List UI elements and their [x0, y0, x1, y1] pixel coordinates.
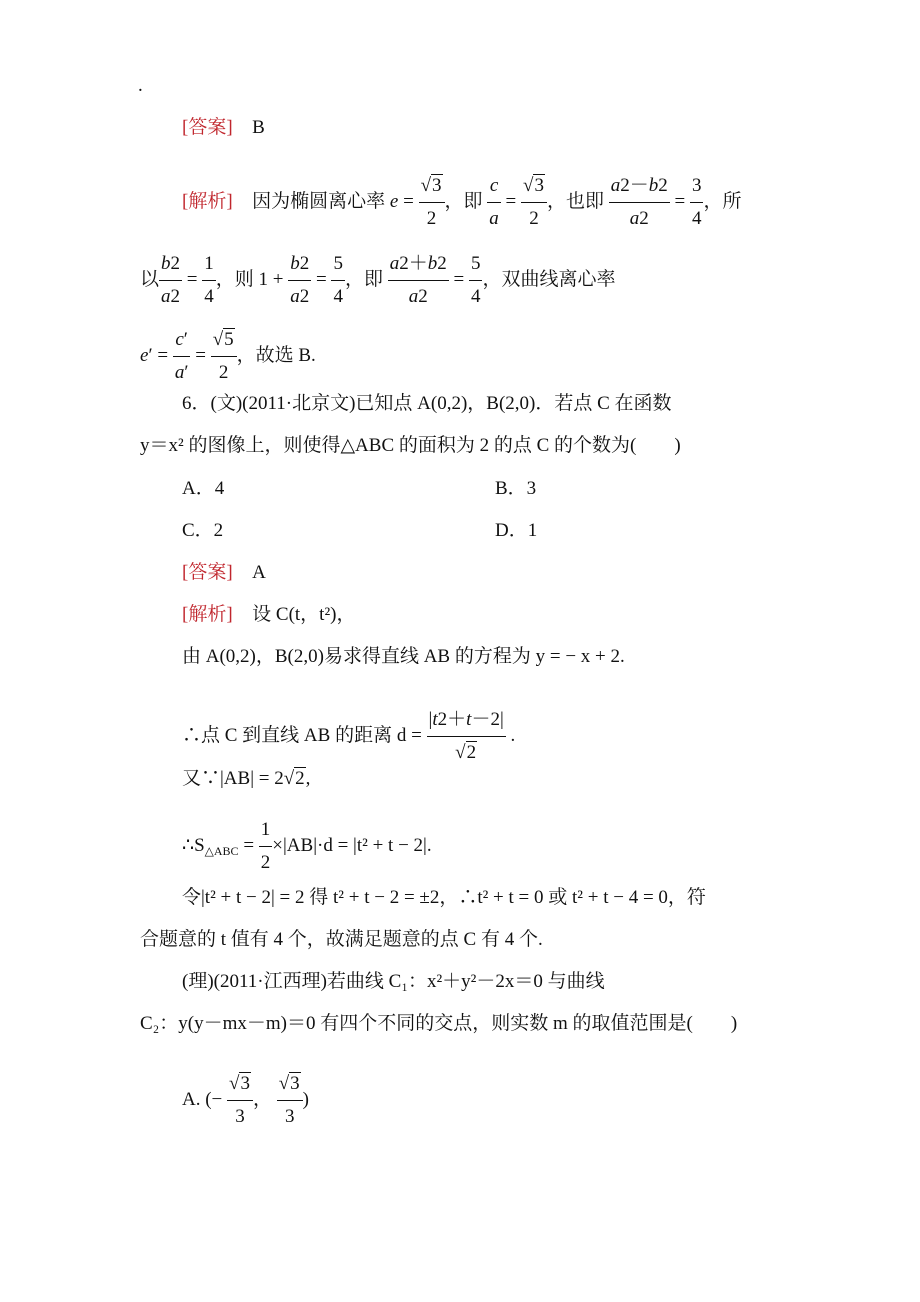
q5-analysis-line-3: e′ = $\frac{c'}{a'}$ = $\frac{√5}{2}$ ，故选 B.	[140, 329, 316, 383]
q5-text-ie-2: ，即	[344, 268, 383, 290]
q6-distance-text: ∴点 C 到直线 AB 的距离 d =	[182, 724, 422, 746]
q6-area-line: $\therefore S_{\triangle ABC}$ = $\frac{1}{2}$ ×|AB|·d = |t² + t − 2|.	[182, 819, 432, 873]
q6-sci-stem-2: C₂：y(y－mx－m)＝0 有四个不同的交点，则实数 m 的取值范围是( )	[140, 1013, 738, 1034]
q6-area-sub: △ABC	[204, 843, 239, 858]
frac-3-over-4: $\frac{3}{4}$	[691, 175, 702, 229]
q5-text-so: ，所	[703, 190, 742, 212]
q6-solve-2: 合题意的 t 值有 4 个，故满足题意的点 C 有 4 个.	[140, 929, 543, 950]
analysis-label: [解析]	[182, 190, 233, 212]
q5-text-also: ，也即	[546, 190, 604, 212]
frac-1-over-4: $\frac{1}{4}$	[204, 253, 214, 307]
answer-value: A	[252, 562, 266, 583]
q6-option-a: A．4	[182, 478, 225, 499]
q5-text-then: ，则	[215, 268, 254, 290]
answer-label: [答案]	[182, 562, 233, 583]
q5-answer-line	[182, 116, 265, 140]
frac-cprime-over-aprime: $\frac{c'}{a'}$	[174, 329, 189, 383]
q6-solve-1: 令|t² + t − 2| = 2 得 t² + t − 2 = ±2，∴t² + t = 0 或 t² + t − 4 = 0，符	[182, 887, 706, 908]
answer-label: [答案]	[182, 117, 233, 138]
q5-analysis-line-2: 以 $\frac{b2}{a2}$ = $\frac{1}{4}$ ，则 1 + $\frac{b2}{a2}$ = $\frac{5}{4}$ ，即 $\frac{a2+b2}{a2}$ = $\frac{5}{4}$ ，双曲线离心率	[140, 253, 616, 307]
frac-sqrt3-over-2-b: $\frac{√3}{2}$	[521, 176, 547, 229]
frac-b2-over-a2-b: $\frac{b2}{a2}$	[290, 253, 310, 307]
var-e: e	[389, 190, 399, 212]
q5-text-choose: ，故选 B.	[236, 344, 316, 366]
analysis-label: [解析]	[182, 604, 233, 625]
q5-text-ie: ，即	[444, 190, 483, 212]
q6-ab-length-text: 又∵|AB| = 2	[182, 768, 284, 789]
q6-option-d: D．1	[495, 520, 538, 541]
q6-line-ab: 由 A(0,2)，B(2,0)易求得直线 AB 的方程为 y = − x + 2.	[182, 646, 625, 667]
q6-distance-line: ∴点 C 到直线 AB 的距离 d = $\frac{|t2+t-2|}{√2}$ .	[182, 709, 516, 763]
frac-sqrt3-over-3-b: $\frac{√3}{3}$	[277, 1074, 303, 1127]
frac-1-over-2: $\frac{1}{2}$	[260, 819, 271, 873]
option-a-sep: ，	[252, 1088, 272, 1110]
frac-distance: $\frac{|t2+t-2|}{√2}$	[428, 709, 504, 763]
frac-sqrt5-over-2: $\frac{√5}{2}$	[211, 330, 237, 383]
q5-text-prefix: 因为椭圆离心率	[252, 190, 386, 212]
q5-text-yi: 以	[140, 268, 160, 290]
frac-c-over-a: $\frac{c}{a}$	[489, 175, 499, 229]
q6-area-tail: ×|AB|·d = |t² + t − 2|.	[272, 834, 432, 856]
top-dot: .	[138, 75, 143, 96]
frac-sqrt3-over-2: $\frac{√3}{2}$	[419, 176, 445, 229]
q6-stem-2: y＝x² 的图像上，则使得△ABC 的面积为 2 的点 C 的个数为( )	[140, 435, 681, 456]
option-a-end: )	[302, 1088, 309, 1110]
q6-set-point: 设 C(t，t²)，	[252, 604, 356, 625]
frac-b2-over-a2: $\frac{b2}{a2}$	[161, 253, 181, 307]
q6-sci-stem-1: (理)(2011·江西理)若曲线 C₁：x²＋y²－2x＝0 与曲线	[182, 971, 605, 992]
option-a-prefix: A. (−	[182, 1088, 223, 1110]
q6-sci-option-a	[182, 1074, 309, 1127]
frac-sqrt3-over-3: $\frac{√3}{3}$	[227, 1074, 253, 1127]
q6-area-prefix: ∴S	[182, 834, 205, 856]
q5-analysis-line-1: [解析] 因为椭圆离心率 e = $\frac{√3}{2}$ ，即 $\frac{c}{a}$ = $\frac{√3}{2}$ ，也即 $\frac{a2-b2}{a2}$ = $\frac{3}{4}$ ，所	[182, 175, 742, 229]
answer-value: B	[252, 117, 265, 138]
frac-a2-minus-b2-over-a2: $\frac{a2-b2}{a2}$	[610, 175, 668, 229]
q6-analysis-line-1	[182, 603, 356, 627]
q5-text-hyperbola: ，双曲线离心率	[482, 268, 616, 290]
q6-option-b: B．3	[495, 478, 537, 499]
q6-ab-length: 又∵|AB| = 2√2,	[182, 768, 311, 789]
q6-stem-1: 6．(文)(2011·北京文)已知点 A(0,2)，B(2,0)．若点 C 在函数	[182, 393, 672, 414]
frac-5-over-4-b: $\frac{5}{4}$	[470, 253, 481, 307]
q6-option-c: C．2	[182, 520, 224, 541]
frac-a2-plus-b2-over-a2: $\frac{a2+b2}{a2}$	[389, 253, 447, 307]
q6-answer-line	[182, 561, 266, 585]
frac-5-over-4: $\frac{5}{4}$	[333, 253, 343, 307]
